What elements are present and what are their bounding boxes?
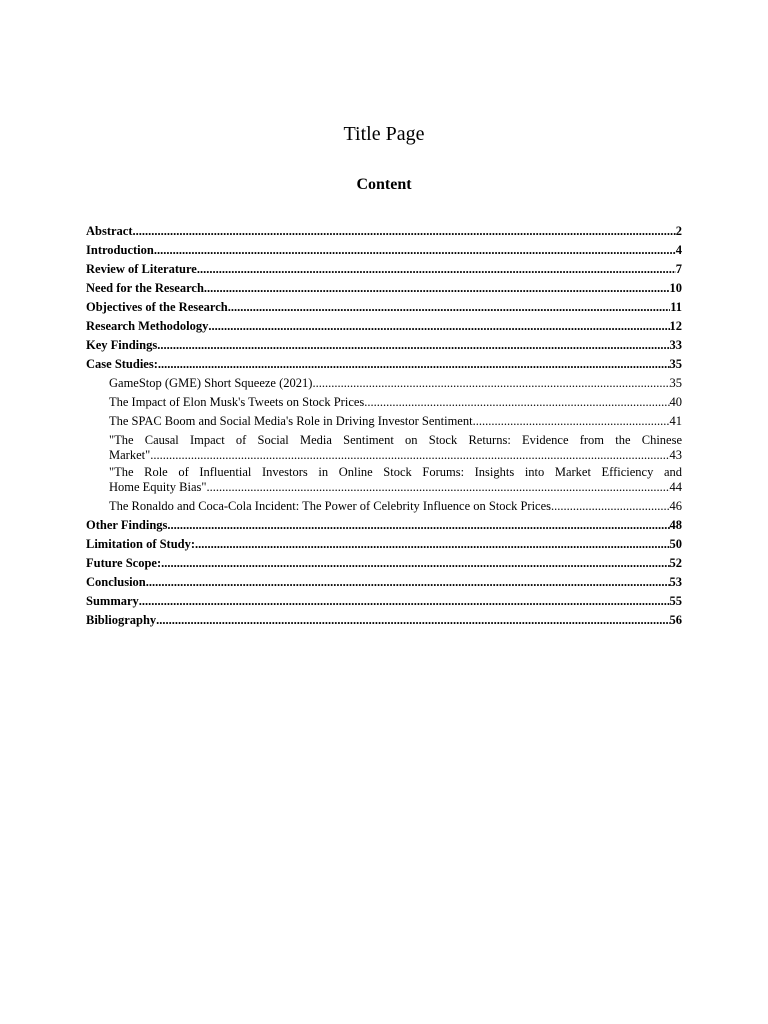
toc-entry-other-findings[interactable] — [86, 516, 682, 535]
toc-page-number: 56 — [669, 613, 682, 627]
toc-page-number: 52 — [669, 556, 682, 570]
toc-entry-limitation[interactable] — [86, 535, 682, 554]
toc-label: GameStop (GME) Short Squeeze (2021) — [109, 376, 313, 390]
toc-entry-causal-impact[interactable] — [86, 433, 682, 463]
toc-entry-influential-investors[interactable] — [86, 465, 682, 495]
toc-page-number: 43 — [669, 448, 682, 462]
toc-label: Need for the Research — [86, 281, 204, 295]
toc-entry-abstract[interactable] — [86, 222, 682, 241]
toc-entry-need-for-research[interactable] — [86, 279, 682, 298]
toc-entry-spac-boom[interactable] — [86, 412, 682, 431]
dot-leader — [551, 497, 669, 516]
dot-leader — [161, 554, 669, 573]
dot-leader — [197, 260, 676, 279]
toc-page-number: 41 — [669, 414, 682, 428]
toc-label: Objectives of the Research — [86, 300, 228, 314]
toc-entry-bibliography[interactable] — [86, 611, 682, 630]
dot-leader — [206, 480, 669, 495]
dot-leader — [195, 535, 669, 554]
contents-heading: Content — [356, 176, 412, 193]
toc-label: Summary — [86, 594, 139, 608]
toc-entry-case-studies[interactable] — [86, 355, 682, 374]
toc-entry-review-of-literature[interactable] — [86, 260, 682, 279]
toc-label: Case Studies: — [86, 357, 158, 371]
dot-leader — [154, 241, 676, 260]
dot-leader — [312, 374, 669, 393]
toc-page-number: 40 — [669, 395, 682, 409]
toc-entry-research-methodology[interactable] — [86, 317, 682, 336]
dot-leader — [364, 393, 669, 412]
toc-label: Other Findings — [86, 518, 168, 532]
toc-page-number: 35 — [669, 376, 682, 390]
dot-leader — [139, 592, 670, 611]
table-of-contents — [86, 222, 682, 630]
dot-leader — [146, 573, 670, 592]
toc-label: The Impact of Elon Musk's Tweets on Stock Prices — [109, 395, 365, 409]
toc-entry-conclusion[interactable] — [86, 573, 682, 592]
toc-label: Review of Literature — [86, 262, 197, 276]
dot-leader — [150, 448, 669, 463]
toc-label: Abstract — [86, 224, 133, 238]
toc-page-number: 53 — [669, 575, 682, 589]
toc-entry-introduction[interactable] — [86, 241, 682, 260]
toc-label: Research Methodology — [86, 319, 209, 333]
toc-label: The SPAC Boom and Social Media's Role in Driving Investor Sentiment — [109, 414, 473, 428]
toc-page-number: 7 — [675, 262, 682, 276]
toc-page-number: 10 — [669, 281, 682, 295]
toc-page-number: 55 — [669, 594, 682, 608]
toc-page-number: 33 — [669, 338, 682, 352]
toc-label: Conclusion — [86, 575, 146, 589]
toc-entry-objectives[interactable] — [86, 298, 682, 317]
toc-label-line-1: "The Role of Influential Investors in Online Stock Forums: Insights into Market Efficiency and — [109, 465, 682, 479]
toc-entry-key-findings[interactable] — [86, 336, 682, 355]
toc-page-number: 12 — [669, 319, 682, 333]
toc-page-number: 50 — [669, 537, 682, 551]
toc-entry-gamestop[interactable] — [86, 374, 682, 393]
toc-page-number: 46 — [669, 499, 682, 513]
dot-leader — [156, 611, 669, 630]
toc-label: Bibliography — [86, 613, 157, 627]
toc-label: Limitation of Study: — [86, 537, 196, 551]
toc-page-number: 11 — [670, 300, 682, 314]
dot-leader — [473, 412, 670, 431]
toc-entry-elon-musk-tweets[interactable] — [86, 393, 682, 412]
toc-page-number: 2 — [675, 224, 682, 238]
toc-page-number: 48 — [669, 518, 682, 532]
toc-entry-summary[interactable] — [86, 592, 682, 611]
dot-leader — [157, 336, 669, 355]
toc-label: Introduction — [86, 243, 154, 257]
dot-leader — [167, 516, 669, 535]
dot-leader — [204, 279, 670, 298]
toc-label: The Ronaldo and Coca-Cola Incident: The Power of Celebrity Influence on Stock Prices — [109, 499, 552, 513]
toc-label-line-2: Home Equity Bias" — [109, 480, 207, 494]
toc-label-line-2: Market" — [109, 448, 151, 462]
page-title: Title Page — [343, 123, 425, 145]
dot-leader — [208, 317, 669, 336]
dot-leader — [158, 355, 670, 374]
toc-page-number: 4 — [675, 243, 682, 257]
toc-page-number: 35 — [669, 357, 682, 371]
toc-page-number: 44 — [669, 480, 682, 494]
toc-entry-future-scope[interactable] — [86, 554, 682, 573]
dot-leader — [133, 222, 676, 241]
toc-entry-ronaldo-coca-cola[interactable] — [86, 497, 682, 516]
dot-leader — [228, 298, 670, 317]
toc-label: Future Scope: — [86, 556, 162, 570]
toc-label: Key Findings — [86, 338, 158, 352]
toc-label-line-1: "The Causal Impact of Social Media Sentiment on Stock Returns: Evidence from the Chinese — [109, 433, 682, 447]
